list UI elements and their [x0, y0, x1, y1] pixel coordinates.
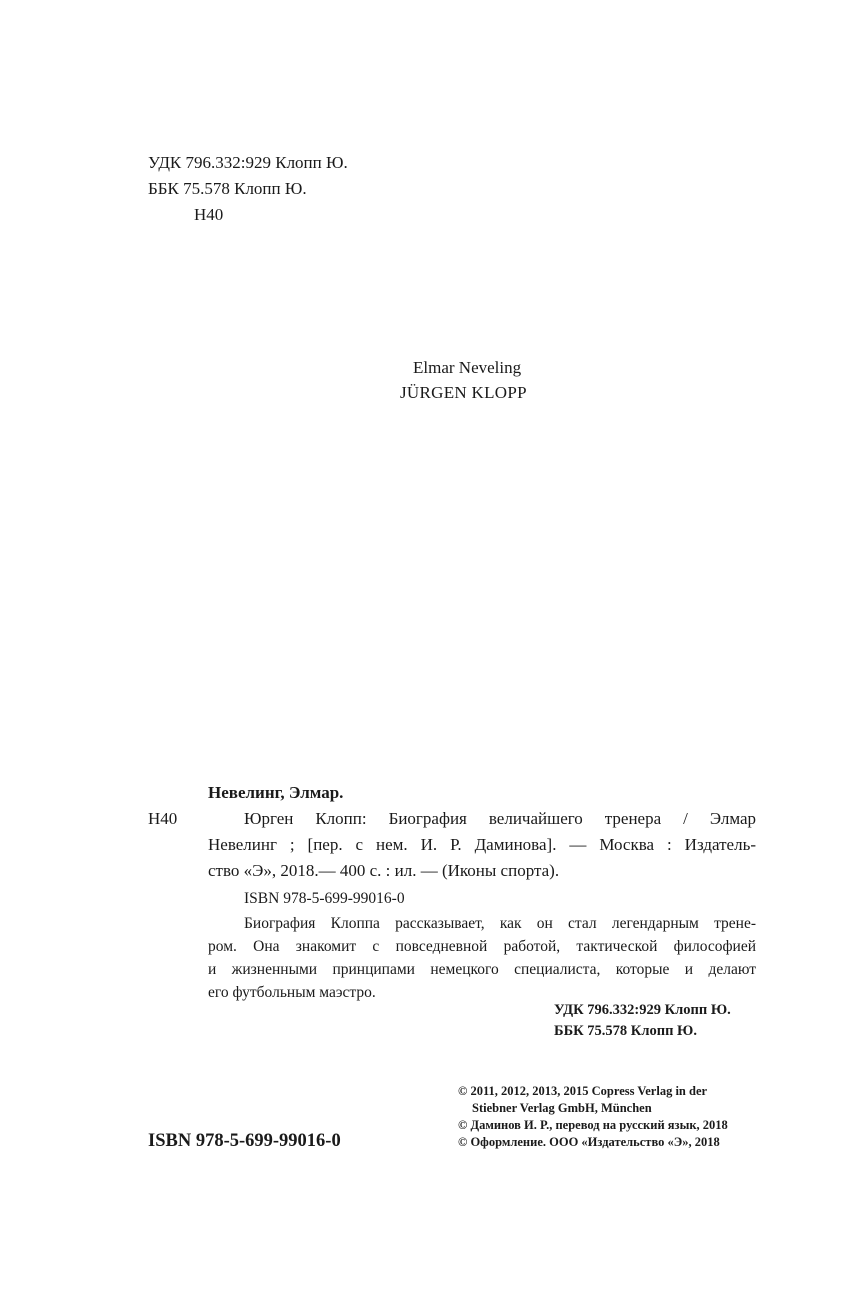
- top-udk: УДК 796.332:929 Клопп Ю.: [148, 153, 348, 172]
- copyright-line: © 2011, 2012, 2013, 2015 Copress Verlag in der: [458, 1084, 708, 1098]
- catalog-bbk: ББК 75.578 Клопп Ю.: [554, 1023, 697, 1039]
- original-title: JÜRGEN KLOPP: [400, 383, 527, 402]
- original-author: Elmar Neveling: [413, 358, 522, 377]
- copyright-line: © Даминов И. Р., перевод на русский язык, 2018: [458, 1118, 728, 1132]
- copyright-line: Stiebner Verlag GmbH, München: [472, 1101, 652, 1115]
- catalog-heading: Невелинг, Элмар.: [208, 783, 344, 802]
- catalog-udk: УДК 796.332:929 Клопп Ю.: [554, 1002, 731, 1018]
- top-author-mark: Н40: [194, 205, 224, 224]
- catalog-annotation-first: [244, 912, 756, 935]
- copyright-line: © Оформление. ООО «Издательство «Э», 2018: [458, 1135, 720, 1149]
- top-bbk: ББК 75.578 Клопп Ю.: [148, 179, 307, 198]
- description-line: Юрген Клопп: Биография величайшего тренера / Элмар: [244, 809, 756, 828]
- description-line: Невелинг ; [пер. с нем. И. Р. Даминова]. — Москва : Издатель-: [208, 835, 756, 854]
- footer-isbn: ISBN 978-5-699-99016-0: [148, 1131, 341, 1151]
- catalog-author-mark: Н40: [148, 809, 178, 828]
- annotation-line: Биография Клоппа рассказывает, как он стал легендарным трене-: [244, 915, 756, 932]
- annotation-line: и жизненными принципами немецкого специалиста, которые и делают: [208, 961, 756, 978]
- catalog-description-cont: [208, 832, 756, 884]
- catalog-annotation: [208, 935, 756, 1004]
- description-line: ство «Э», 2018.— 400 с. : ил. — (Иконы спорта).: [208, 861, 560, 880]
- annotation-line: ром. Она знакомит с повседневной работой, тактической философией: [208, 938, 756, 955]
- catalog-isbn: ISBN 978-5-699-99016-0: [244, 890, 405, 907]
- catalog-description: [244, 806, 756, 832]
- annotation-line: его футбольным маэстро.: [208, 984, 376, 1001]
